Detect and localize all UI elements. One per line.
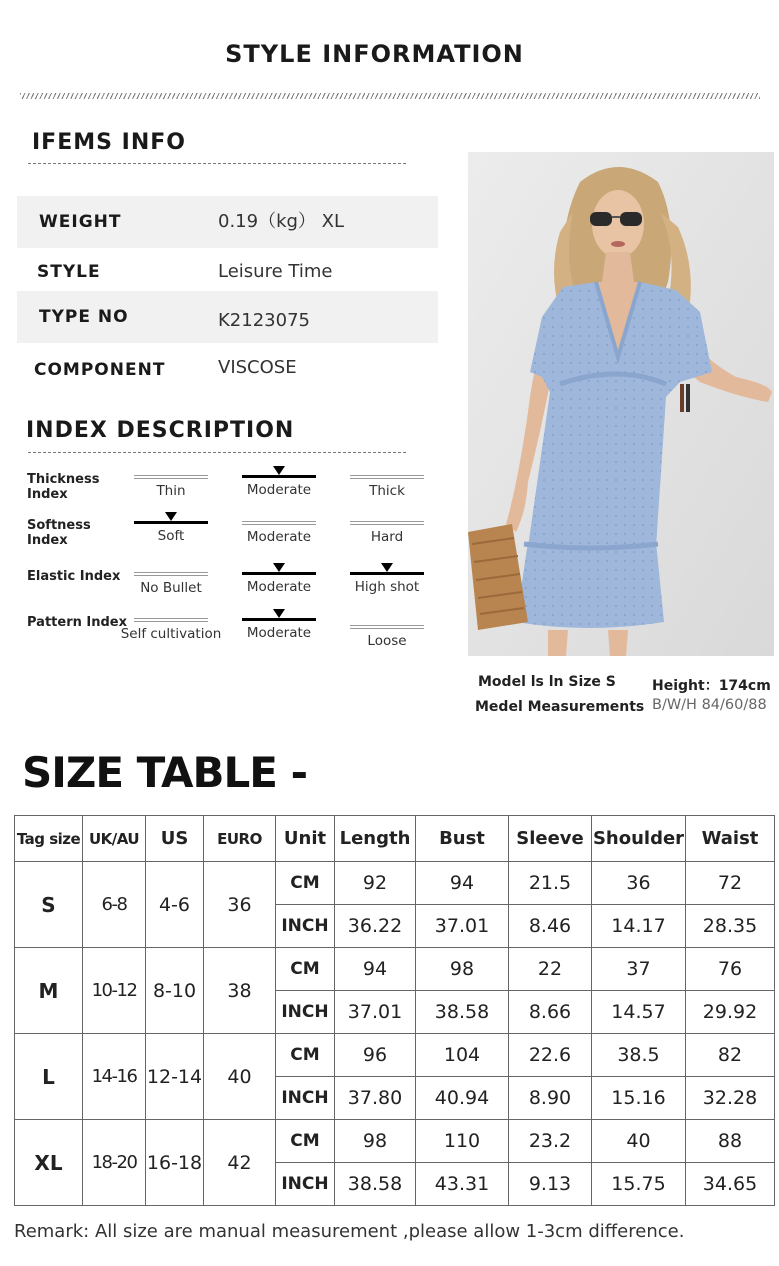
measurement-cell: 8.46 [509,905,592,948]
indicator-arrow-icon [165,563,177,572]
unit-cell: INCH [276,1163,335,1206]
index-scale-bar [134,475,208,479]
indicator-arrow-icon [165,512,177,521]
size-tag-cell: S [15,862,83,948]
size-tag-cell: M [15,948,83,1034]
index-option-selected [224,609,334,641]
index-option [116,563,226,596]
indicator-arrow-icon [381,609,393,618]
measurement-cell: 37 [592,948,686,991]
indicator-arrow-icon [273,466,285,475]
measurement-cell: 15.75 [592,1163,686,1206]
index-label: Softness Index [27,518,91,548]
index-label: Pattern Index [27,615,127,630]
size-table [14,815,775,1206]
index-option-label: Moderate [246,482,312,498]
measurement-cell: 38.58 [335,1163,416,1206]
col-header: UK/AU [83,816,146,862]
measurement-cell: 32.28 [686,1077,775,1120]
unit-cell: INCH [276,905,335,948]
col-header: Sleeve [509,816,592,862]
index-scale-bar [242,618,316,621]
page-title: STYLE INFORMATION [225,40,524,68]
indicator-arrow-icon [273,563,285,572]
index-option [332,466,442,499]
indicator-arrow-icon [165,466,177,475]
model-bwh: B/W/H 84/60/88 [652,697,767,713]
unit-cell: CM [276,862,335,905]
col-header: US [146,816,204,862]
col-header: Tag size [15,816,83,862]
measurement-cell: 14.17 [592,905,686,948]
measurement-cell: 36 [592,862,686,905]
index-scale-bar [350,625,424,629]
measurement-cell: 29.92 [686,991,775,1034]
size-tag-cell: L [15,1034,83,1120]
index-option-label: Moderate [246,579,312,595]
index-scale-bar [134,521,208,524]
measurement-cell: 22 [509,948,592,991]
measurement-cell: 8.90 [509,1077,592,1120]
size-us-cell: 12-14 [146,1034,204,1120]
unit-cell: CM [276,1120,335,1163]
size-us-cell: 4-6 [146,862,204,948]
indicator-arrow-icon [273,512,285,521]
info-row-weight [17,196,438,248]
col-header: Length [335,816,416,862]
info-value: 0.19（kg） XL [218,211,345,232]
items-info-divider [28,163,406,164]
measurement-cell: 23.2 [509,1120,592,1163]
measurement-cell: 92 [335,862,416,905]
indicator-arrow-icon [381,563,393,572]
index-option-label: Hard [370,529,404,545]
index-option-label: No Bullet [140,580,202,596]
measurement-cell: 110 [416,1120,509,1163]
index-label: Thickness Index [27,472,100,502]
measurement-cell: 38.5 [592,1034,686,1077]
index-option-label: Thick [369,483,405,499]
index-scale-bar [242,475,316,478]
size-euro-cell: 40 [204,1034,276,1120]
size-table-header-row [15,816,775,862]
size-uk-cell: 14-16 [83,1034,146,1120]
index-option-label: Moderate [246,529,312,545]
measurement-cell: 37.01 [416,905,509,948]
index-option-label: High shot [354,579,420,595]
col-header: Shoulder [592,816,686,862]
size-tag-cell: XL [15,1120,83,1206]
measurement-cell: 76 [686,948,775,991]
measurement-cell: 8.66 [509,991,592,1034]
size-us-cell: 16-18 [146,1120,204,1206]
unit-cell: INCH [276,991,335,1034]
items-info-heading: IFEMS INFO [32,130,186,155]
index-option-selected [116,512,226,544]
size-euro-cell: 42 [204,1120,276,1206]
size-euro-cell: 38 [204,948,276,1034]
size-table-body [15,862,775,1206]
index-option [224,512,334,545]
info-value: K2123075 [218,310,310,331]
model-measurements-label: Medel Measurements [475,699,645,715]
model-height: Height：174cm [652,678,771,694]
measurement-cell: 37.01 [335,991,416,1034]
col-header: EURO [204,816,276,862]
info-row-component [17,344,438,396]
index-description-heading: INDEX DESCRIPTION [26,418,295,443]
measurement-cell: 72 [686,862,775,905]
table-row [15,1120,775,1163]
title-divider [20,93,760,99]
index-scale-bar [134,572,208,576]
size-uk-cell: 10-12 [83,948,146,1034]
measurement-cell: 94 [416,862,509,905]
col-header: Waist [686,816,775,862]
index-option-label: Self cultivation [120,626,222,642]
indicator-arrow-icon [381,466,393,475]
index-option-selected [224,563,334,595]
info-row-type-no [17,291,438,343]
measurement-cell: 82 [686,1034,775,1077]
index-option-label: Thin [156,483,186,499]
col-header: Bust [416,816,509,862]
index-option-label: Soft [157,528,185,544]
col-header: Unit [276,816,335,862]
info-label: TYPE NO [39,307,129,327]
index-description-divider [28,452,406,453]
measurement-cell: 98 [335,1120,416,1163]
index-option [116,609,226,642]
index-label: Elastic Index [27,569,121,584]
table-row [15,1034,775,1077]
measurement-cell: 38.58 [416,991,509,1034]
info-value: VISCOSE [218,357,297,378]
index-option-label: Moderate [246,625,312,641]
measurement-cell: 96 [335,1034,416,1077]
measurement-cell: 15.16 [592,1077,686,1120]
indicator-arrow-icon [381,512,393,521]
size-table-title: SIZE TABLE - [22,748,308,797]
measurement-cell: 40.94 [416,1077,509,1120]
measurement-cell: 43.31 [416,1163,509,1206]
remark-note: Remark: All size are manual measurement ,please allow 1-3cm difference. [14,1221,685,1242]
size-uk-cell: 18-20 [83,1120,146,1206]
info-label: WEIGHT [39,212,122,232]
table-row [15,862,775,905]
measurement-cell: 94 [335,948,416,991]
measurement-cell: 21.5 [509,862,592,905]
measurement-cell: 98 [416,948,509,991]
index-option-selected [224,466,334,498]
index-scale-bar [242,572,316,575]
info-value: Leisure Time [218,261,333,282]
measurement-cell: 88 [686,1120,775,1163]
size-uk-cell: 6-8 [83,862,146,948]
index-scale-bar [350,521,424,525]
measurement-cell: 34.65 [686,1163,775,1206]
unit-cell: CM [276,1034,335,1077]
measurement-cell: 28.35 [686,905,775,948]
measurement-cell: 36.22 [335,905,416,948]
index-option-selected [332,563,442,595]
model-size-line: Model ls ln Size S [478,674,616,690]
indicator-arrow-icon [165,609,177,618]
index-option [116,466,226,499]
index-option-label: Loose [367,633,407,649]
index-scale-bar [350,572,424,575]
index-scale-bar [134,618,208,622]
model-illustration [468,152,774,656]
index-scale-bar [242,521,316,525]
info-label: STYLE [37,262,101,282]
unit-cell: INCH [276,1077,335,1120]
unit-cell: CM [276,948,335,991]
measurement-cell: 104 [416,1034,509,1077]
index-option [332,512,442,545]
measurement-cell: 40 [592,1120,686,1163]
measurement-cell: 14.57 [592,991,686,1034]
measurement-cell: 9.13 [509,1163,592,1206]
product-photo [468,152,774,656]
index-option [332,609,442,649]
size-us-cell: 8-10 [146,948,204,1034]
indicator-arrow-icon [273,609,285,618]
size-euro-cell: 36 [204,862,276,948]
table-row [15,948,775,991]
info-label: COMPONENT [34,360,166,380]
measurement-cell: 22.6 [509,1034,592,1077]
measurement-cell: 37.80 [335,1077,416,1120]
index-scale-bar [350,475,424,479]
